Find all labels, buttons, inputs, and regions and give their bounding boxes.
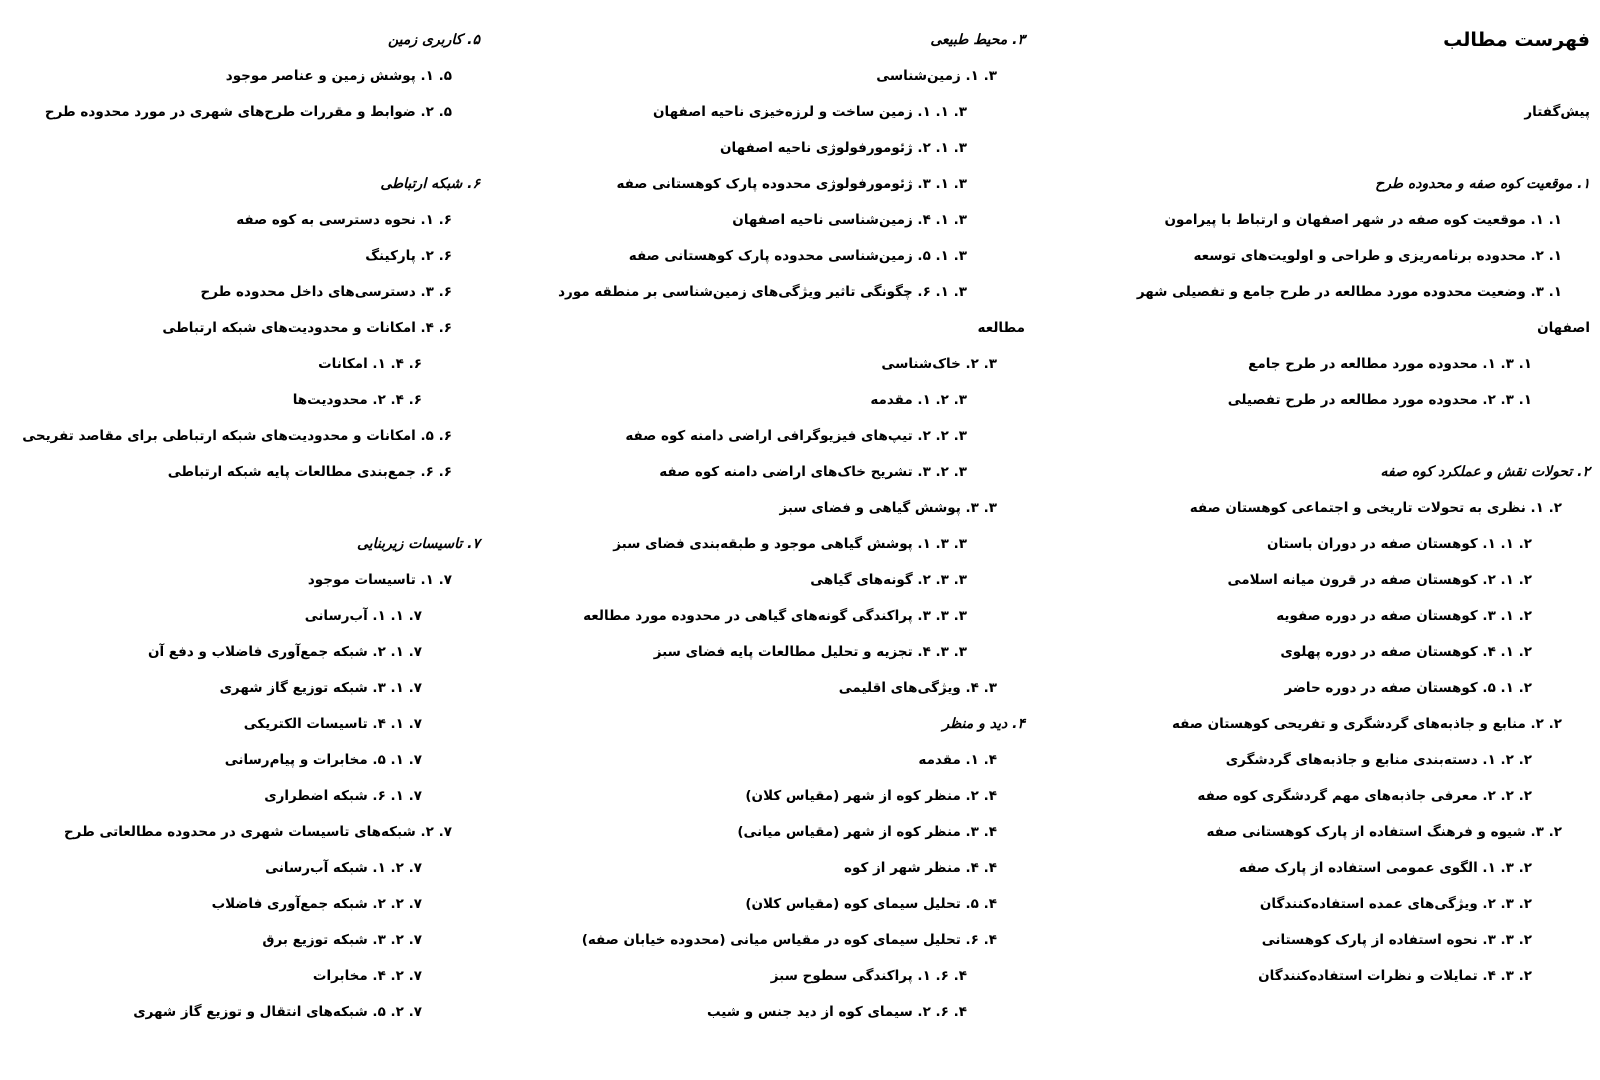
toc-chapter-heading: ۲. تحولات نقش و عملکرد کوه صفه <box>1380 464 1590 480</box>
toc-entry: ۲. ۱. ۴. کوهستان صفه در دوره پهلوی <box>1280 644 1532 660</box>
toc-entry: ۲. ۳. ۳. نحوه استفاده از پارک کوهستانی <box>1261 932 1532 948</box>
toc-entry: ۷. ۲. ۳. شبکه توزیع برق <box>262 932 422 948</box>
toc-chapter-heading: ۶. شبکه ارتباطی <box>380 176 480 192</box>
toc-entry: ۳. ۳. ۴. تجزیه و تحلیل مطالعات پایه فضای سبز <box>653 644 967 660</box>
toc-entry: ۲. ۱. ۱. کوهستان صفه در دوران باستان <box>1267 536 1532 552</box>
toc-entry: ۱. ۳. وضعیت محدوده مورد مطالعه در طرح جامع و تفصیلی شهر <box>1136 284 1562 300</box>
toc-entry: ۳. ۲. ۱. مقدمه <box>870 392 967 408</box>
toc-entry: ۲. ۲. منابع و جاذبه‌های گردشگری و تفریحی کوهستان صفه <box>1171 716 1562 732</box>
toc-entry: ۷. ۱. ۳. شبکه توزیع گاز شهری <box>219 680 422 696</box>
toc-entry: ۲. ۲. ۲. معرفی جاذبه‌های مهم گردشگری کوه صفه <box>1197 788 1532 804</box>
toc-preface: پیش‌گفتار <box>1524 104 1590 120</box>
toc-chapter-heading: ۷. تاسیسات زیربنایی <box>357 536 480 552</box>
toc-spacer <box>8 490 480 526</box>
toc-entry: ۷. ۱. ۵. مخابرات و پیام‌رسانی <box>224 752 422 768</box>
toc-entry: ۱. ۳. ۲. محدوده مورد مطالعه در طرح تفصیلی <box>1227 392 1532 408</box>
toc-entry: ۴. ۶. تحلیل سیمای کوه در مقیاس میانی (محدوده خیابان صفه) <box>581 932 997 948</box>
toc-chapter-heading: ۵. کاربری زمین <box>387 32 480 48</box>
toc-entry: ۴. ۶. ۱. پراکندگی سطوح سبز <box>770 968 967 984</box>
toc-entry: ۶. ۳. دسترسی‌های داخل محدوده طرح <box>200 284 452 300</box>
toc-entry: ۲. ۳. شیوه و فرهنگ استفاده از پارک کوهستانی صفه <box>1206 824 1562 840</box>
toc-entry: ۳. ۳. پوشش گیاهی و فضای سبز <box>779 500 997 516</box>
toc-entry: ۲. ۱. نظری به تحولات تاریخی و اجتماعی کوهستان صفه <box>1189 500 1562 516</box>
toc-column-left <box>8 22 480 1030</box>
toc-entry: ۱. ۳. ۱. محدوده مورد مطالعه در طرح جامع <box>1248 356 1532 372</box>
toc-entry: ۳. ۳. ۱. پوشش گیاهی موجود و طبقه‌بندی فضای سبز <box>613 536 967 552</box>
toc-chapter-heading: ۳. محیط طبیعی <box>930 32 1025 48</box>
toc-entry: ۲. ۲. ۱. دسته‌بندی منابع و جاذبه‌های گردشگری <box>1225 752 1532 768</box>
toc-entry: ۷. ۲. ۲. شبکه جمع‌آوری فاضلاب <box>211 896 422 912</box>
toc-chapter-heading: ۴. دید و منظر <box>942 716 1025 732</box>
toc-column-middle <box>555 22 1025 1030</box>
toc-chapter-heading: ۱. موقعیت کوه صفه و محدوده طرح <box>1375 176 1590 192</box>
toc-entry: ۶. ۴. ۱. امکانات <box>318 356 422 372</box>
toc-entry: ۴. ۱. مقدمه <box>918 752 997 768</box>
toc-entry: ۷. ۲. ۴. مخابرات <box>312 968 422 984</box>
toc-entry: ۳. ۴. ویژگی‌های اقلیمی <box>838 680 997 696</box>
toc-entry: ۷. ۱. ۴. تاسیسات الکتریکی <box>243 716 422 732</box>
toc-entry: ۴. ۵. تحلیل سیمای کوه (مقیاس کلان) <box>745 896 997 912</box>
toc-entry: ۳. ۳. ۳. پراکندگی گونه‌های گیاهی در محدوده مورد مطالعه <box>583 608 967 624</box>
toc-entry: مطالعه <box>977 320 1025 336</box>
toc-entry: ۲. ۱. ۳. کوهستان صفه در دوره صفویه <box>1276 608 1532 624</box>
toc-entry: ۶. ۱. نحوه دسترسی به کوه صفه <box>236 212 452 228</box>
toc-entry: ۳. ۲. ۲. تیپ‌های فیزیوگرافی اراضی دامنه کوه صفه <box>625 428 967 444</box>
toc-entry: ۶. ۴. امکانات و محدودیت‌های شبکه ارتباطی <box>162 320 452 336</box>
toc-entry: ۷. ۱. ۱. آب‌رسانی <box>304 608 422 624</box>
toc-entry: ۷. ۱. ۶. شبکه اضطراری <box>264 788 422 804</box>
toc-entry: ۴. ۶. ۲. سیمای کوه از دید جنس و شیب <box>706 1004 967 1020</box>
toc-entry: ۳. ۱. ۵. زمین‌شناسی محدوده پارک کوهستانی صفه <box>628 248 967 264</box>
toc-entry: ۲. ۳. ۲. ویژگی‌های عمده استفاده‌کنندگان <box>1259 896 1532 912</box>
toc-entry: ۵. ۲. ضوابط و مقررات طرح‌های شهری در مورد محدوده طرح <box>44 104 452 120</box>
toc-entry: ۳. ۱. ۱. زمین ساخت و لرزه‌خیزی ناحیه اصفهان <box>653 104 967 120</box>
toc-entry: ۶. ۵. امکانات و محدودیت‌های شبکه ارتباطی برای مقاصد تفریحی <box>22 428 452 444</box>
toc-entry: ۷. ۱. ۲. شبکه جمع‌آوری فاضلاب و دفع آن <box>147 644 422 660</box>
toc-entry: ۲. ۱. ۲. کوهستان صفه در قرون میانه اسلامی <box>1227 572 1532 588</box>
toc-entry: ۳. ۲. خاک‌شناسی <box>881 356 997 372</box>
toc-entry: ۴. ۲. منظر کوه از شهر (مقیاس کلان) <box>745 788 997 804</box>
toc-entry: ۴. ۳. منظر کوه از شهر (مقیاس میانی) <box>737 824 997 840</box>
toc-spacer <box>1110 58 1590 94</box>
toc-entry: ۱. ۲. محدوده برنامه‌ریزی و طراحی و اولویت‌های توسعه <box>1193 248 1562 264</box>
toc-entry: ۴. ۴. منظر شهر از کوه <box>844 860 997 876</box>
toc-entry: ۷. ۲. ۵. شبکه‌های انتقال و توزیع گاز شهری <box>133 1004 422 1020</box>
toc-spacer <box>1110 130 1590 166</box>
toc-entry: ۷. ۱. تاسیسات موجود <box>307 572 452 588</box>
toc-entry: اصفهان <box>1537 320 1590 336</box>
toc-entry: ۲. ۱. ۵. کوهستان صفه در دوره حاضر <box>1284 680 1532 696</box>
toc-title: فهرست مطالب <box>1443 29 1590 51</box>
toc-entry: ۲. ۳. ۱. الگوی عمومی استفاده از پارک صفه <box>1238 860 1532 876</box>
toc-entry: ۵. ۱. پوشش زمین و عناصر موجود <box>225 68 452 84</box>
toc-entry: ۲. ۳. ۴. تمایلات و نظرات استفاده‌کنندگان <box>1258 968 1532 984</box>
toc-entry: ۶. ۴. ۲. محدودیت‌ها <box>292 392 422 408</box>
toc-spacer <box>8 130 480 166</box>
toc-entry: ۶. ۲. پارکینگ <box>365 248 452 264</box>
toc-entry: ۳. ۱. ۴. زمین‌شناسی ناحیه اصفهان <box>732 212 967 228</box>
toc-entry: ۷. ۲. ۱. شبکه آب‌رسانی <box>265 860 422 876</box>
toc-entry: ۳. ۱. ۳. ژئومورفولوژی محدوده پارک کوهستانی صفه <box>616 176 967 192</box>
toc-entry: ۳. ۳. ۲. گونه‌های گیاهی <box>810 572 967 588</box>
toc-spacer <box>1110 418 1590 454</box>
toc-entry: ۳. ۲. ۳. تشریح خاک‌های اراضی دامنه کوه صفه <box>659 464 967 480</box>
toc-entry: ۳. ۱. ۲. ژئومورفولوژی ناحیه اصفهان <box>719 140 967 156</box>
toc-entry: ۷. ۲. شبکه‌های تاسیسات شهری در محدوده مطالعاتی طرح <box>63 824 452 840</box>
toc-entry: ۶. ۶. جمع‌بندی مطالعات پایه شبکه ارتباطی <box>167 464 452 480</box>
toc-column-right <box>1110 22 1590 994</box>
toc-entry: ۳. ۱. ۶. چگونگی تاثیر ویژگی‌های زمین‌شناسی بر منطقه مورد <box>558 284 967 300</box>
toc-entry: ۳. ۱. زمین‌شناسی <box>876 68 997 84</box>
toc-entry: ۱. ۱. موقعیت کوه صفه در شهر اصفهان و ارتباط با پیرامون <box>1164 212 1562 228</box>
